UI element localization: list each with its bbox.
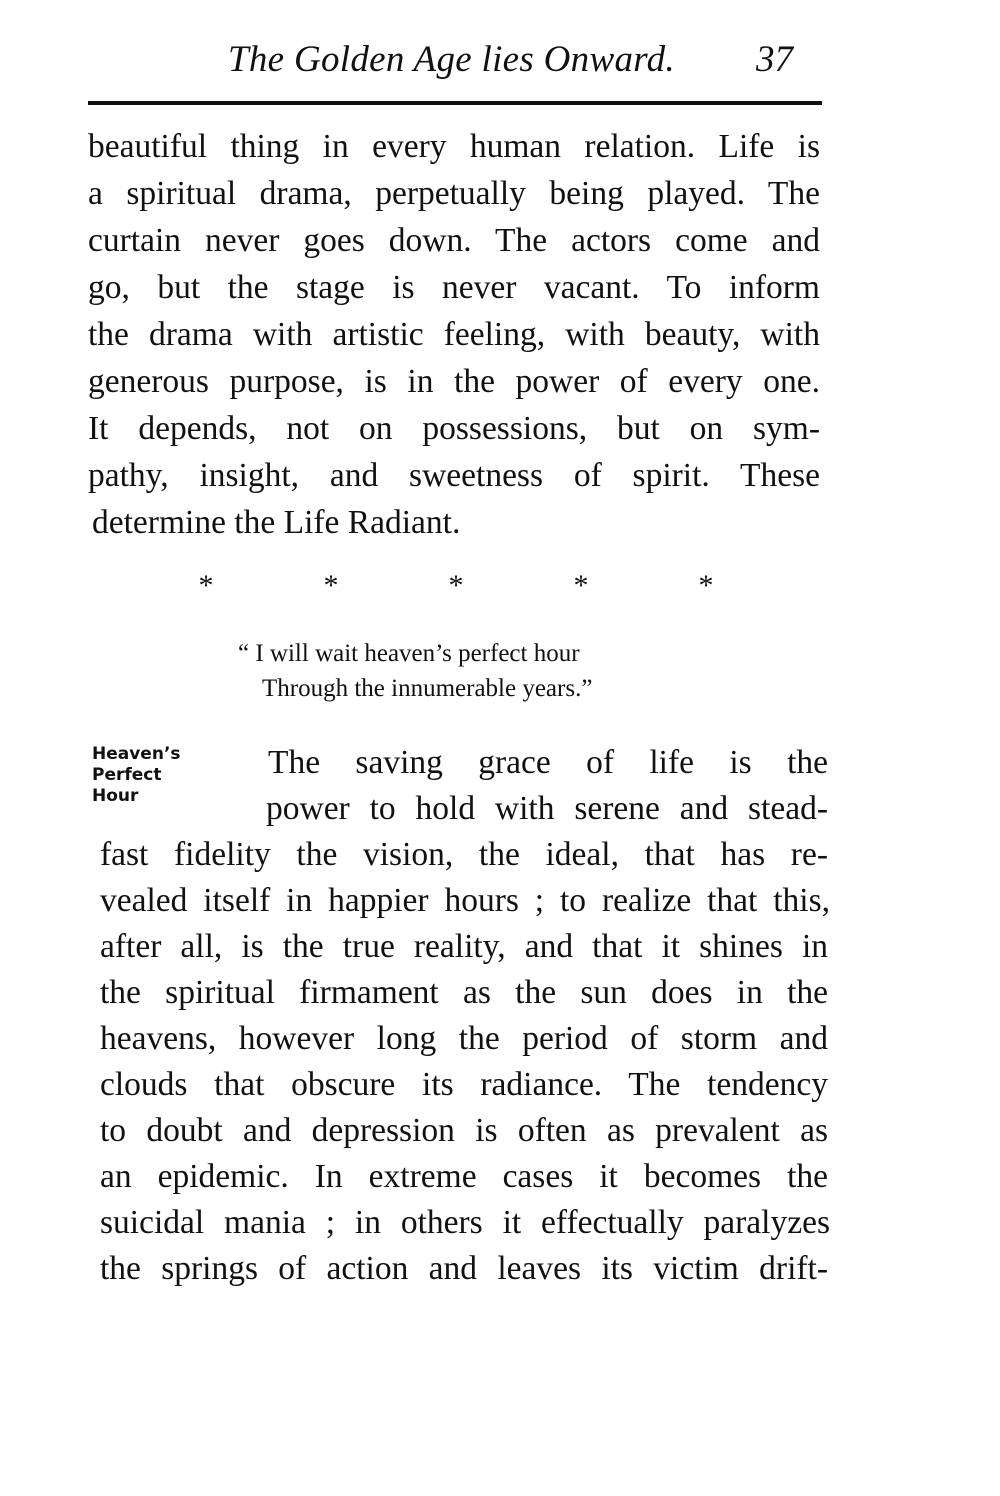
marginal-heading-line: Perfect — [92, 765, 162, 785]
text-line: generous purpose, is in the power of every one. — [88, 363, 820, 400]
page-number: 37 — [756, 39, 793, 80]
text-line: suicidal mania ; in others it effectually paralyzes — [100, 1204, 830, 1241]
separator-star: * — [198, 569, 214, 602]
marginal-heading-line: Hour — [92, 786, 139, 806]
text-line: It depends, not on possessions, but on sym- — [88, 410, 820, 447]
text-line: curtain never goes down. The actors come and — [88, 222, 820, 259]
text-line: the springs of action and leaves its victim drift- — [100, 1250, 828, 1287]
text-line: after all, is the true reality, and that it shines in — [100, 928, 828, 965]
header-rule — [88, 101, 822, 105]
text-line: determine the Life Radiant. — [92, 504, 461, 541]
text-line: the drama with artistic feeling, with beauty, with — [88, 316, 820, 353]
text-line: power to hold with serene and stead- — [266, 790, 828, 827]
text-line: beautiful thing in every human relation. Life is — [88, 128, 820, 165]
text-line: the spiritual firmament as the sun does in the — [100, 974, 828, 1011]
separator-star: * — [573, 569, 589, 602]
separator-star: * — [448, 569, 464, 602]
text-line: a spiritual drama, perpetually being played. The — [88, 175, 820, 212]
text-line: fast fidelity the vision, the ideal, that has re- — [100, 836, 828, 873]
section-separator — [196, 566, 716, 606]
separator-star: * — [698, 569, 714, 602]
epigraph-line: Through the innumerable years.” — [262, 675, 593, 702]
marginal-heading — [92, 744, 181, 807]
text-line: The saving grace of life is the — [268, 744, 828, 781]
marginal-heading-line: Heaven’s — [92, 744, 181, 764]
text-line: vealed itself in happier hours ; to realize that this, — [100, 882, 830, 919]
text-line: heavens, however long the period of storm and — [100, 1020, 828, 1057]
text-line: an epidemic. In extreme cases it becomes the — [100, 1158, 828, 1195]
text-line: to doubt and depression is often as prevalent as — [100, 1112, 828, 1149]
text-line: pathy, insight, and sweetness of spirit. These — [88, 457, 820, 494]
separator-star: * — [323, 569, 339, 602]
text-line: go, but the stage is never vacant. To inform — [88, 269, 820, 306]
text-line: clouds that obscure its radiance. The tendency — [100, 1066, 828, 1103]
epigraph-line: “ I will wait heaven’s perfect hour — [238, 640, 580, 667]
running-title: The Golden Age lies Onward. — [228, 39, 675, 80]
